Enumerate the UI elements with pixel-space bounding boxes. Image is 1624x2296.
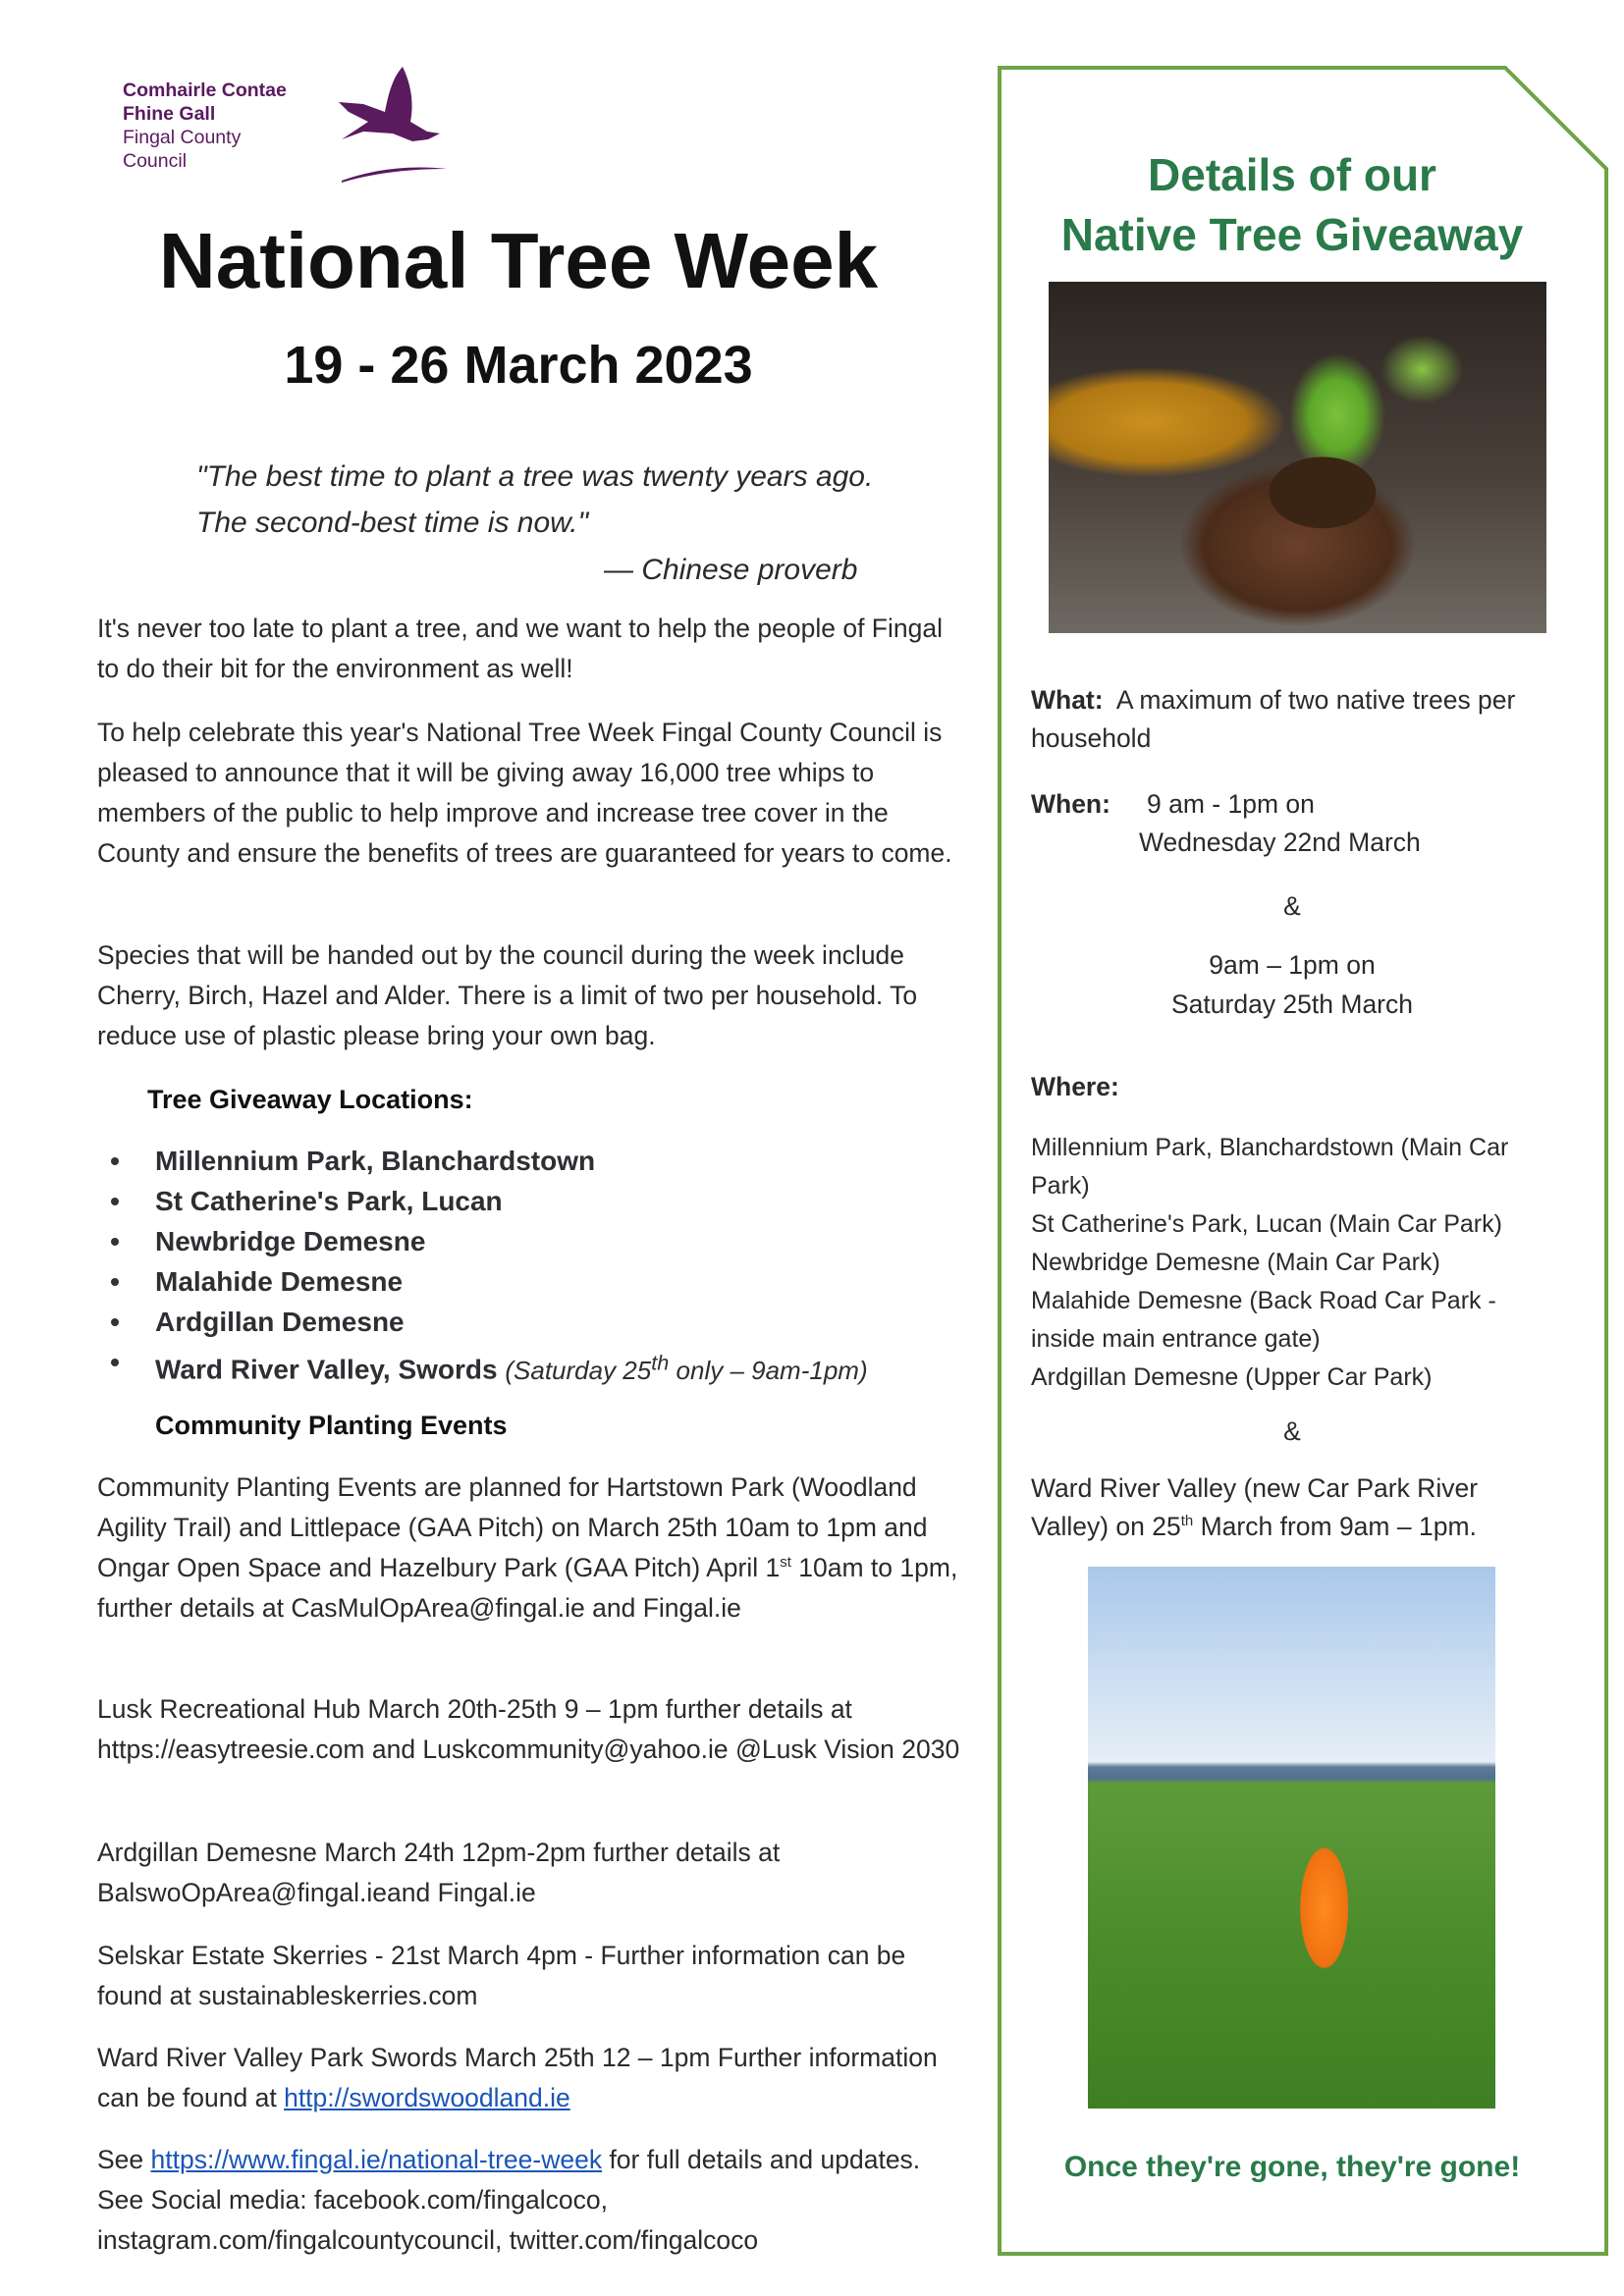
location-item: Millennium Park, Blanchardstown <box>155 1141 960 1181</box>
community-paragraph-lusk: Lusk Recreational Hub March 20th-25th 9 – 1pm further details at https://easytreesie.com and Luskcommunity@yahoo.ie @Lusk Vision 2030 <box>97 1694 960 1764</box>
when-label: When: <box>1031 789 1110 819</box>
page-title: National Tree Week <box>158 217 879 304</box>
location-item: Malahide Demesne <box>155 1261 960 1302</box>
community-paragraph-ardgillan: Ardgillan Demesne March 24th 12pm-2pm further details at BalswoOpArea@fingal.ieand Fingal.ie <box>97 1838 781 1907</box>
location-item: Newbridge Demesne <box>155 1221 960 1261</box>
community-paragraph-ward: Ward River Valley Park Swords March 25th 12 – 1pm Further information can be found at http://swordswoodland.ie <box>97 2043 938 2112</box>
event-dates: 19 - 26 March 2023 <box>284 336 753 395</box>
quote-line-2: The second-best time is now." <box>196 507 589 539</box>
intro-paragraph-1: It's never too late to plant a tree, and we want to help the people of Fingal to do their bit for the environment as well! <box>97 614 943 683</box>
location-item: Ward River Valley, Swords (Saturday 25th only – 9am-1pm) <box>155 1342 960 1391</box>
ampersand: & <box>1283 891 1301 921</box>
community-paragraph-1: Community Planting Events are planned for Hartstown Park (Woodland Agility Trail) and Littlepace (GAA Pitch) on March 25th 10am to 1pm and Ongar Open Space and Hazelbury Park (GAA Pitch) April 1st 10am to 1pm, further details at CasMulOpArea@fingal.ie and Fingal.ie <box>97 1472 958 1623</box>
what-section: What: A maximum of two native trees per household <box>1031 685 1516 753</box>
intro-paragraph-2: To help celebrate this year's National Tree Week Fingal County Council is pleased to announce that it will be giving away 16,000 tree whips to members of the public to help improve and increase tree cover in the County and ensure the benefits of trees are guaranteed for years to come. <box>97 718 952 868</box>
council-logo-text <box>123 79 287 173</box>
locations-list <box>155 1141 960 1391</box>
where-item: Ardgillan Demesne (Upper Car Park) <box>1031 1363 1433 1391</box>
where-list <box>1031 1129 1561 1397</box>
logo-line-2: Fhine Gall <box>123 103 216 125</box>
community-paragraph-selskar: Selskar Estate Skerries - 21st March 4pm - Further information can be found at sustainableskerries.com <box>97 1941 906 2010</box>
quote <box>196 454 873 546</box>
community-paragraph-see: See https://www.fingal.ie/national-tree-week for full details and updates. See Social media: facebook.com/fingalcoco, instagram.com/fingalcountycouncil, twitter.com/fingalcoco <box>97 2145 921 2255</box>
bird-logo-icon <box>334 63 457 187</box>
quote-line-1: "The best time to plant a tree was twenty years ago. <box>196 460 874 493</box>
info-box-footer: Once they're gone, they're gone! <box>1063 2151 1521 2183</box>
where-item: Newbridge Demesne (Main Car Park) <box>1031 1249 1440 1276</box>
location-item: St Catherine's Park, Lucan <box>155 1181 960 1221</box>
location-item: Ardgillan Demesne <box>155 1302 960 1342</box>
location-note: (Saturday 25th only – 9am-1pm) <box>505 1350 868 1385</box>
locations-heading: Tree Giveaway Locations: <box>147 1085 473 1114</box>
tree-planting-photo <box>1088 1567 1495 2109</box>
where-item: Malahide Demesne (Back Road Car Park - inside main entrance gate) <box>1031 1287 1496 1353</box>
where-item: St Catherine's Park, Lucan (Main Car Park) <box>1031 1210 1502 1238</box>
when2-line-2: Saturday 25th March <box>1171 989 1413 1019</box>
swords-woodland-link[interactable]: http://swordswoodland.ie <box>284 2083 570 2112</box>
logo-line-1: Comhairle Contae <box>123 80 287 101</box>
intro-paragraph-3: Species that will be handed out by the council during the week include Cherry, Birch, Hazel and Alder. There is a limit of two per household. To reduce use of plastic please bring your own bag. <box>97 940 918 1050</box>
logo-line-3: Fingal County <box>123 127 242 148</box>
where-item: Millennium Park, Blanchardstown (Main Car Park) <box>1031 1134 1509 1200</box>
ward-river-note: Ward River Valley (new Car Park River Valley) on 25th March from 9am – 1pm. <box>1031 1473 1479 1541</box>
community-heading: Community Planting Events <box>155 1411 508 1440</box>
ampersand-2: & <box>1283 1416 1301 1446</box>
where-label: Where: <box>1031 1072 1119 1101</box>
info-box-title: Details of our Native Tree Giveaway <box>1060 149 1524 260</box>
quote-attribution: — Chinese proverb <box>604 554 858 586</box>
seedling-hands-photo <box>1049 282 1546 633</box>
fingal-tree-week-link[interactable]: https://www.fingal.ie/national-tree-week <box>150 2145 603 2174</box>
when2-line-1: 9am – 1pm on <box>1209 950 1376 980</box>
when-line-2: Wednesday 22nd March <box>1139 828 1421 857</box>
when-line-1: 9 am - 1pm on <box>1147 789 1315 819</box>
logo-line-4: Council <box>123 150 188 172</box>
what-label: What: <box>1031 685 1104 715</box>
